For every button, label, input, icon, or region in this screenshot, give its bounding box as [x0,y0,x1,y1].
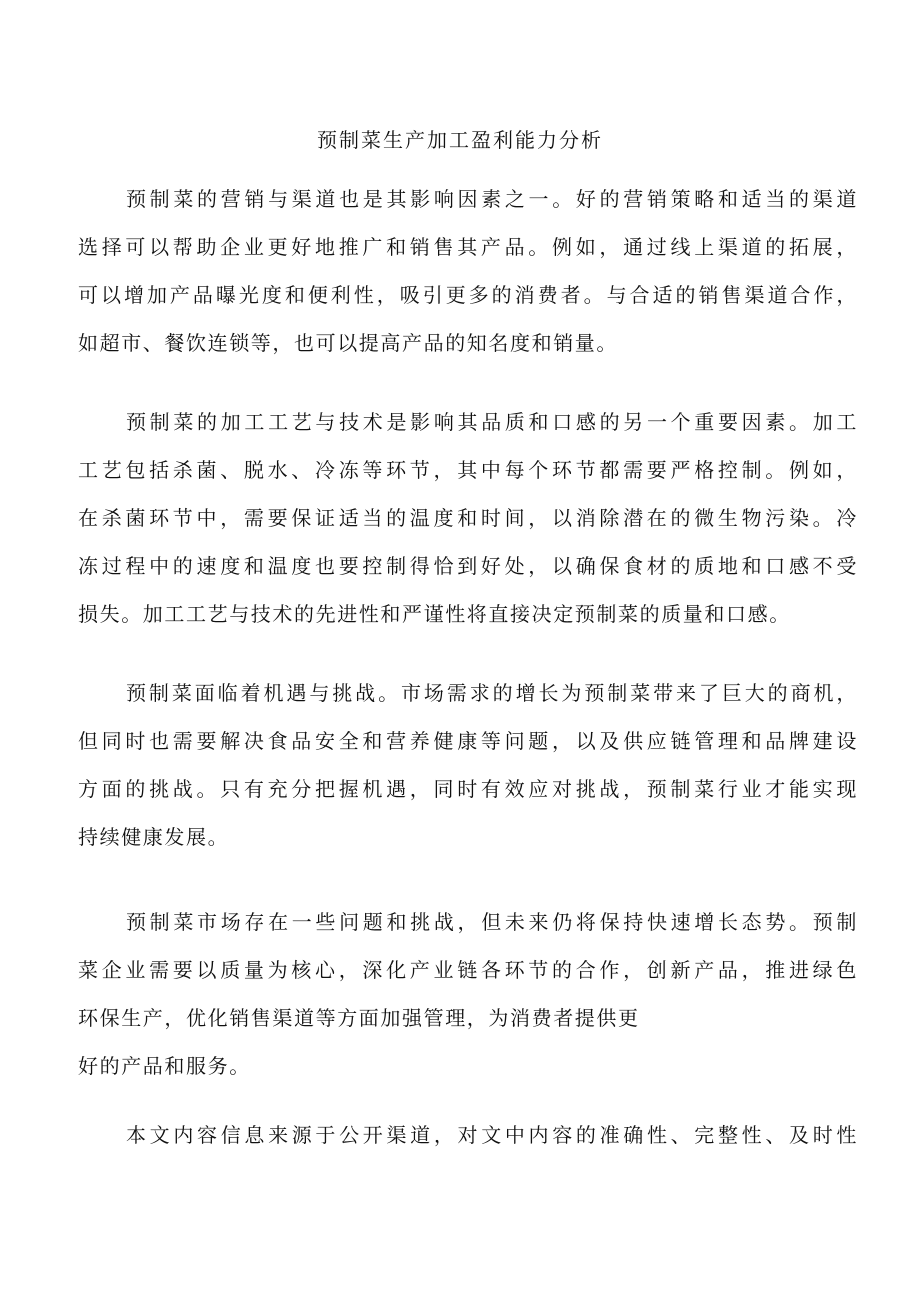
paragraph-line: 菜企业需要以质量为核心，深化产业链各环节的合作，创新产品，推进绿色 [78,958,858,982]
paragraph-line: 预制菜面临着机遇与挑战。市场需求的增长为预制菜带来了巨大的商机， [126,681,858,705]
paragraph-line: 本文内容信息来源于公开渠道，对文中内容的准确性、完整性、及时性 [126,1123,858,1147]
paragraph-line: 预制菜市场存在一些问题和挑战，但未来仍将保持快速增长态势。预制 [126,910,858,934]
paragraph-opportunities-challenges [78,669,858,861]
paragraph-line: 冻过程中的速度和温度也要控制得恰到好处，以确保食材的质地和口感不受 [78,554,858,578]
paragraph-line: 环保生产，优化销售渠道等方面加强管理，为消费者提供更 [78,1006,640,1030]
paragraph-line: 在杀菌环节中，需要保证适当的温度和时间，以消除潜在的微生物污染。冷 [78,506,858,530]
paragraph-marketing-channels [78,175,858,367]
paragraph-line: 如超市、餐饮连锁等，也可以提高产品的知名度和销量。 [78,331,618,355]
document-title: 预制菜生产加工盈利能力分析 [317,128,603,152]
paragraph-line: 方面的挑战。只有充分把握机遇，同时有效应对挑战，预制菜行业才能实现 [78,777,858,801]
paragraph-line: 预制菜的营销与渠道也是其影响因素之一。好的营销策略和适当的渠道 [126,187,858,211]
paragraph-line: 工艺包括杀菌、脱水、冷冻等环节，其中每个环节都需要严格控制。例如， [78,458,858,482]
paragraph-line: 预制菜的加工工艺与技术是影响其品质和口感的另一个重要因素。加工 [126,410,858,434]
paragraph-processing-technology [78,398,858,638]
paragraph-line: 可以增加产品曝光度和便利性，吸引更多的消费者。与合适的销售渠道合作， [78,283,858,307]
paragraph-line: 损失。加工工艺与技术的先进性和严谨性将直接决定预制菜的质量和口感。 [78,602,791,626]
paragraph-line: 但同时也需要解决食品安全和营养健康等问题，以及供应链管理和品牌建设 [78,729,858,753]
paragraph-line: 持续健康发展。 [78,825,230,849]
paragraph-line: 选择可以帮助企业更好地推广和销售其产品。例如，通过线上渠道的拓展， [78,235,858,259]
paragraph-disclaimer [78,1111,858,1159]
paragraph-line: 好的产品和服务。 [78,1054,251,1078]
paragraph-market-outlook [78,898,858,1090]
